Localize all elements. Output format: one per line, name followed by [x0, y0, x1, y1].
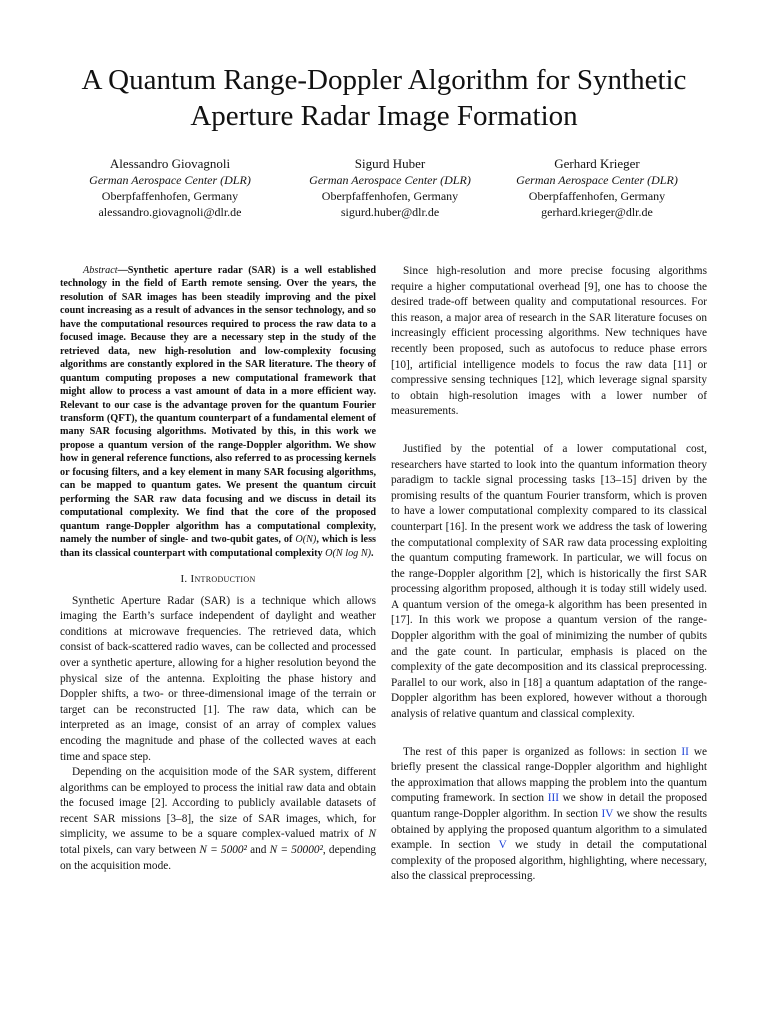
author-affiliation: German Aerospace Center (DLR)	[516, 173, 678, 187]
right-column	[391, 264, 707, 885]
text-run: we briefly present the classical range-Doppler algorithm and highlight the approximation that allows mapping the problem into the quantum computing framework. In section	[391, 745, 707, 805]
author-affiliation: German Aerospace Center (DLR)	[309, 173, 471, 187]
author-email: sigurd.huber@dlr.de	[340, 205, 440, 219]
right-paragraph-1: Since high-resolution and more precise focusing algorithms require a higher computational overhead [9], one has to choose the desired trade-off between quality and computational resources. For this reason, a major area of research in the SAR literature focuses on increasingly efficient processing algorithms. New techniques have recently been proposed, such as autofocus to reduce phase errors [10], artificial intelligence models to focus the raw data [11] or compressive sensing techniques [12], which leverage signal sparsity to obtain high-resolution images with a lower number of measurements.	[391, 265, 707, 418]
math-inline: N = 50000²	[269, 844, 323, 857]
text-run: total pixels, can vary between	[60, 844, 200, 857]
author-email: alessandro.giovagnoli@dlr.de	[98, 205, 242, 219]
author-1	[60, 155, 280, 220]
math-inline: N = 5000²	[199, 844, 247, 857]
abstract-text-end: .	[371, 547, 374, 559]
author-name: Alessandro Giovagnoli	[109, 156, 231, 171]
intro-paragraph-1: Synthetic Aperture Radar (SAR) is a technique which allows imaging the Earth’s surface independent of daylight and weather conditions at microwave frequencies. The retrieved data, which consist of back-scattered radio waves, can be collected and processed over a synthetic aperture, allowing for a higher resolution beyond the physical size of the antenna. Exploiting the phase history and Doppler shifts, a two- or three-dimensional image of the terrain or target can be reconstructed [1]. The raw data, which can be interpreted as an image, consist of an array of complex values encoding the magnitude and phase of the collected waves at each time and space step.	[60, 594, 376, 763]
section-link-ii[interactable]: II	[681, 745, 689, 758]
complexity-quantum: O(N)	[295, 534, 317, 546]
author-location: Oberpfaffenhofen, Germany	[321, 189, 459, 203]
author-email: gerhard.krieger@dlr.de	[541, 205, 653, 219]
section-title: Introduction	[190, 572, 256, 585]
section-numeral: I.	[180, 572, 188, 585]
text-run: we show in detail the proposed quantum range-Doppler algorithm. In section	[391, 792, 707, 820]
intro-paragraph-2	[60, 765, 376, 874]
text-run: Depending on the acquisition mode of the SAR system, different algorithms can be employed to process the initial raw data and obtain the focused image [2]. According to publicly available datasets of recent SAR missions [3–8], the size of SAR images, which, for simplicity, we assume to be a square complex-valued matrix of	[60, 766, 376, 841]
abstract-label: Abstract	[83, 265, 118, 276]
author-name: Gerhard Krieger	[554, 156, 640, 171]
section-link-iii[interactable]: III	[547, 792, 559, 805]
author-location: Oberpfaffenhofen, Germany	[528, 189, 666, 203]
text-run: and	[246, 844, 270, 857]
math-inline: N	[368, 828, 376, 841]
author-2	[280, 155, 500, 220]
right-paragraph-2: Justified by the potential of a lower computational cost, researchers have started to look into the quantum information theory paradigm to tackle signal processing tasks [13–15] driven by the promising results of the quantum Fourier transform, which is proven to have a lower computational complexity compared to its classical counterpart [16]. In the present work we address the task of lowering the computational complexity of SAR raw data processing exploiting the quantum computing framework. In particular, we will focus on the range-Doppler algorithm [2], which is historically the first SAR processing algorithm proposed, although it is today still widely used. A quantum version of the omega-k algorithm has been presented in [17]. In this work we propose a quantum version of the range-Doppler algorithm with the goal of minimizing the number of qubits and the gate count. In particular, emphasis is placed on the complexity of the gate decomposition and its classical preprocessing. Parallel to our work, also in [18] a quantum adaptation of the range-Doppler algorithm has been explored, however without a thorough analysis of relative quantum and classical complexity.	[391, 442, 707, 721]
left-column	[60, 264, 376, 874]
section-link-v[interactable]: V	[498, 839, 507, 852]
author-affiliation: German Aerospace Center (DLR)	[89, 173, 251, 187]
text-run: , depending on the acquisition mode.	[60, 844, 376, 872]
title-line-1: A Quantum Range-Doppler Algorithm for Synthetic	[81, 64, 687, 96]
abstract-text: —Synthetic aperture radar (SAR) is a well established technology in the field of Earth remote sensing. Over the years, the resolution of SAR images has been steadily improving and the pixel count increasing as a result of advances in the sensor technology, and so have the computational resources required to process the raw data to a focused image. Because they are a necessary step in the study of the retrieved data, new high-resolution and low-complexity focusing algorithms are constantly explored in the SAR literature. The theory of quantum computing proposes a new computational framework that might allow to process a vast amount of data in a more efficient way. Relevant to our case is the advantage proven for the quantum Fourier transform (QFT), the quantum counterpart of a fundamental element of many SAR focusing algorithms. Motivated by this, in this work we propose a quantum version of the range-Doppler algorithm. We show how in general reference functions, also referred to as processing kernels or focusing filters, and a key element in many SAR focusing algorithms, can be mapped to quantum gates. We present the quantum circuit performing the SAR raw data focusing and we discuss in detail its computational complexity. We find that the core of the proposed quantum range-Doppler algorithm has a computational complexity, namely the number of single- and two-qubit gates, of	[60, 265, 376, 546]
author-name: Sigurd Huber	[354, 156, 426, 171]
text-run: The rest of this paper is organized as follows: in section	[403, 745, 682, 758]
author-location: Oberpfaffenhofen, Germany	[101, 189, 239, 203]
complexity-classical: O(N log N)	[325, 547, 371, 559]
section-link-iv[interactable]: IV	[601, 808, 614, 820]
title-line-2: Aperture Radar Image Formation	[190, 100, 578, 132]
paper-title	[40, 62, 728, 134]
text-run: we show the results obtained by applying the proposed quantum algorithm to a simulated example. In section	[391, 808, 707, 852]
section-heading-introduction	[60, 572, 376, 588]
author-3	[487, 155, 707, 220]
text-run: we study in detail the computational complexity of the proposed algorithm, highlighting, where necessary, also the classical preprocessing.	[391, 839, 707, 883]
abstract-text-mid: , which is less than its classical counterpart with computational complexity	[60, 534, 376, 559]
right-paragraph-3	[391, 745, 707, 885]
abstract	[60, 264, 376, 560]
